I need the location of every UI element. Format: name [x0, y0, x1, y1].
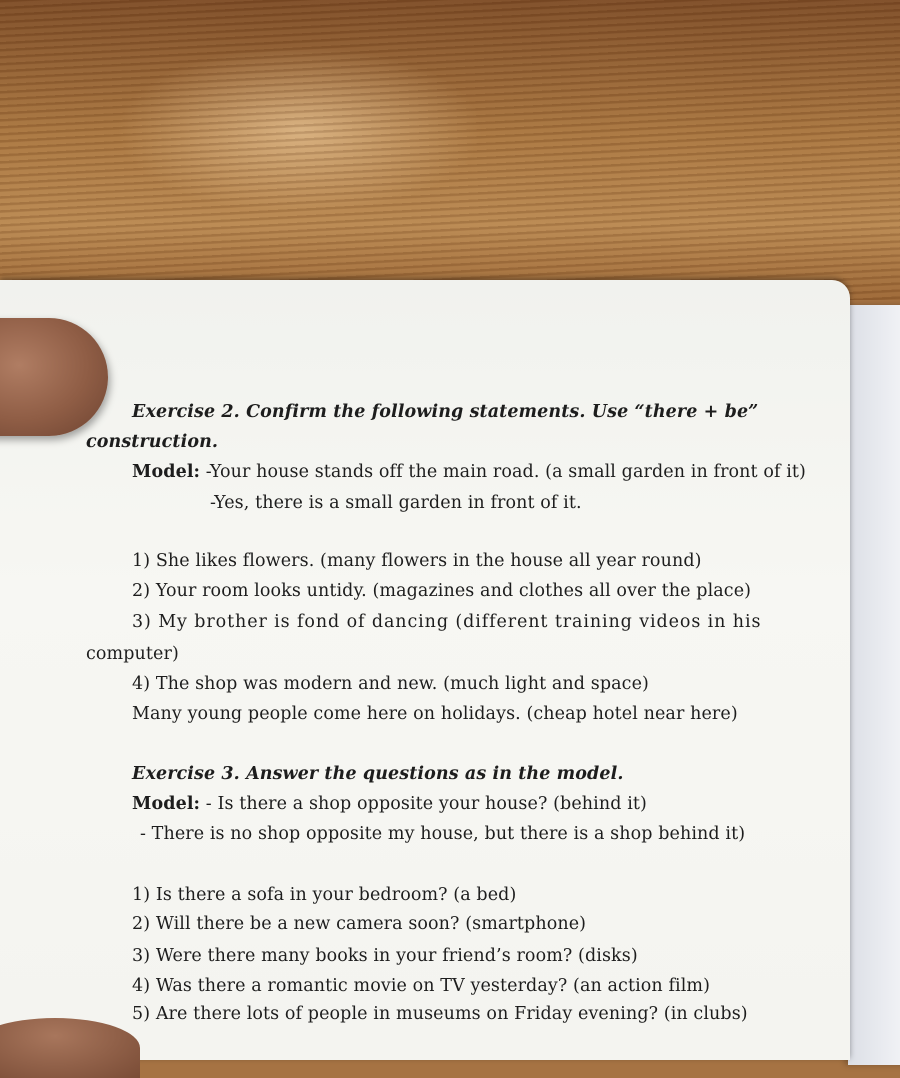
book-page [0, 280, 850, 1060]
exercise-2-heading: Exercise 2. Confirm the following statements. Use “there + be” [132, 402, 759, 422]
exercise-2-model-answer: -Yes, there is a small garden in front of it. [210, 493, 582, 513]
list-item: Many young people come here on holidays. (cheap hotel near here) [132, 704, 738, 724]
list-item: 2) Your room looks untidy. (magazines and clothes all over the place) [132, 581, 752, 601]
exercise-3-heading: Exercise 3. Answer the questions as in the model. [132, 764, 624, 784]
next-page-edge [848, 305, 900, 1065]
exercise-2-heading-cont: construction. [86, 432, 219, 452]
exercise-3-model [132, 794, 647, 814]
exercise-2-model [132, 462, 806, 482]
model-label: Model: [132, 462, 201, 482]
list-item: 3) My brother is fond of dancing (different training videos in his [132, 612, 762, 632]
list-item: 3) Were there many books in your friend’s room? (disks) [132, 946, 638, 966]
exercise-3-model-answer: - There is no shop opposite my house, but there is a shop behind it) [140, 824, 746, 844]
list-item: 5) Are there lots of people in museums on Friday evening? (in clubs) [132, 1004, 748, 1024]
list-item: 4) Was there a romantic movie on TV yesterday? (an action film) [132, 976, 711, 996]
wooden-table [0, 0, 900, 300]
list-item-cont: computer) [86, 644, 179, 664]
model-question: -Your house stands off the main road. (a small garden in front of it) [200, 462, 806, 482]
list-item: 2) Will there be a new camera soon? (smartphone) [132, 914, 587, 934]
model-label: Model: [132, 794, 201, 814]
list-item: 1) Is there a sofa in your bedroom? (a bed) [132, 885, 517, 905]
model-question: - Is there a shop opposite your house? (behind it) [200, 794, 647, 814]
list-item: 1) She likes flowers. (many flowers in the house all year round) [132, 551, 702, 571]
list-item: 4) The shop was modern and new. (much light and space) [132, 674, 649, 694]
